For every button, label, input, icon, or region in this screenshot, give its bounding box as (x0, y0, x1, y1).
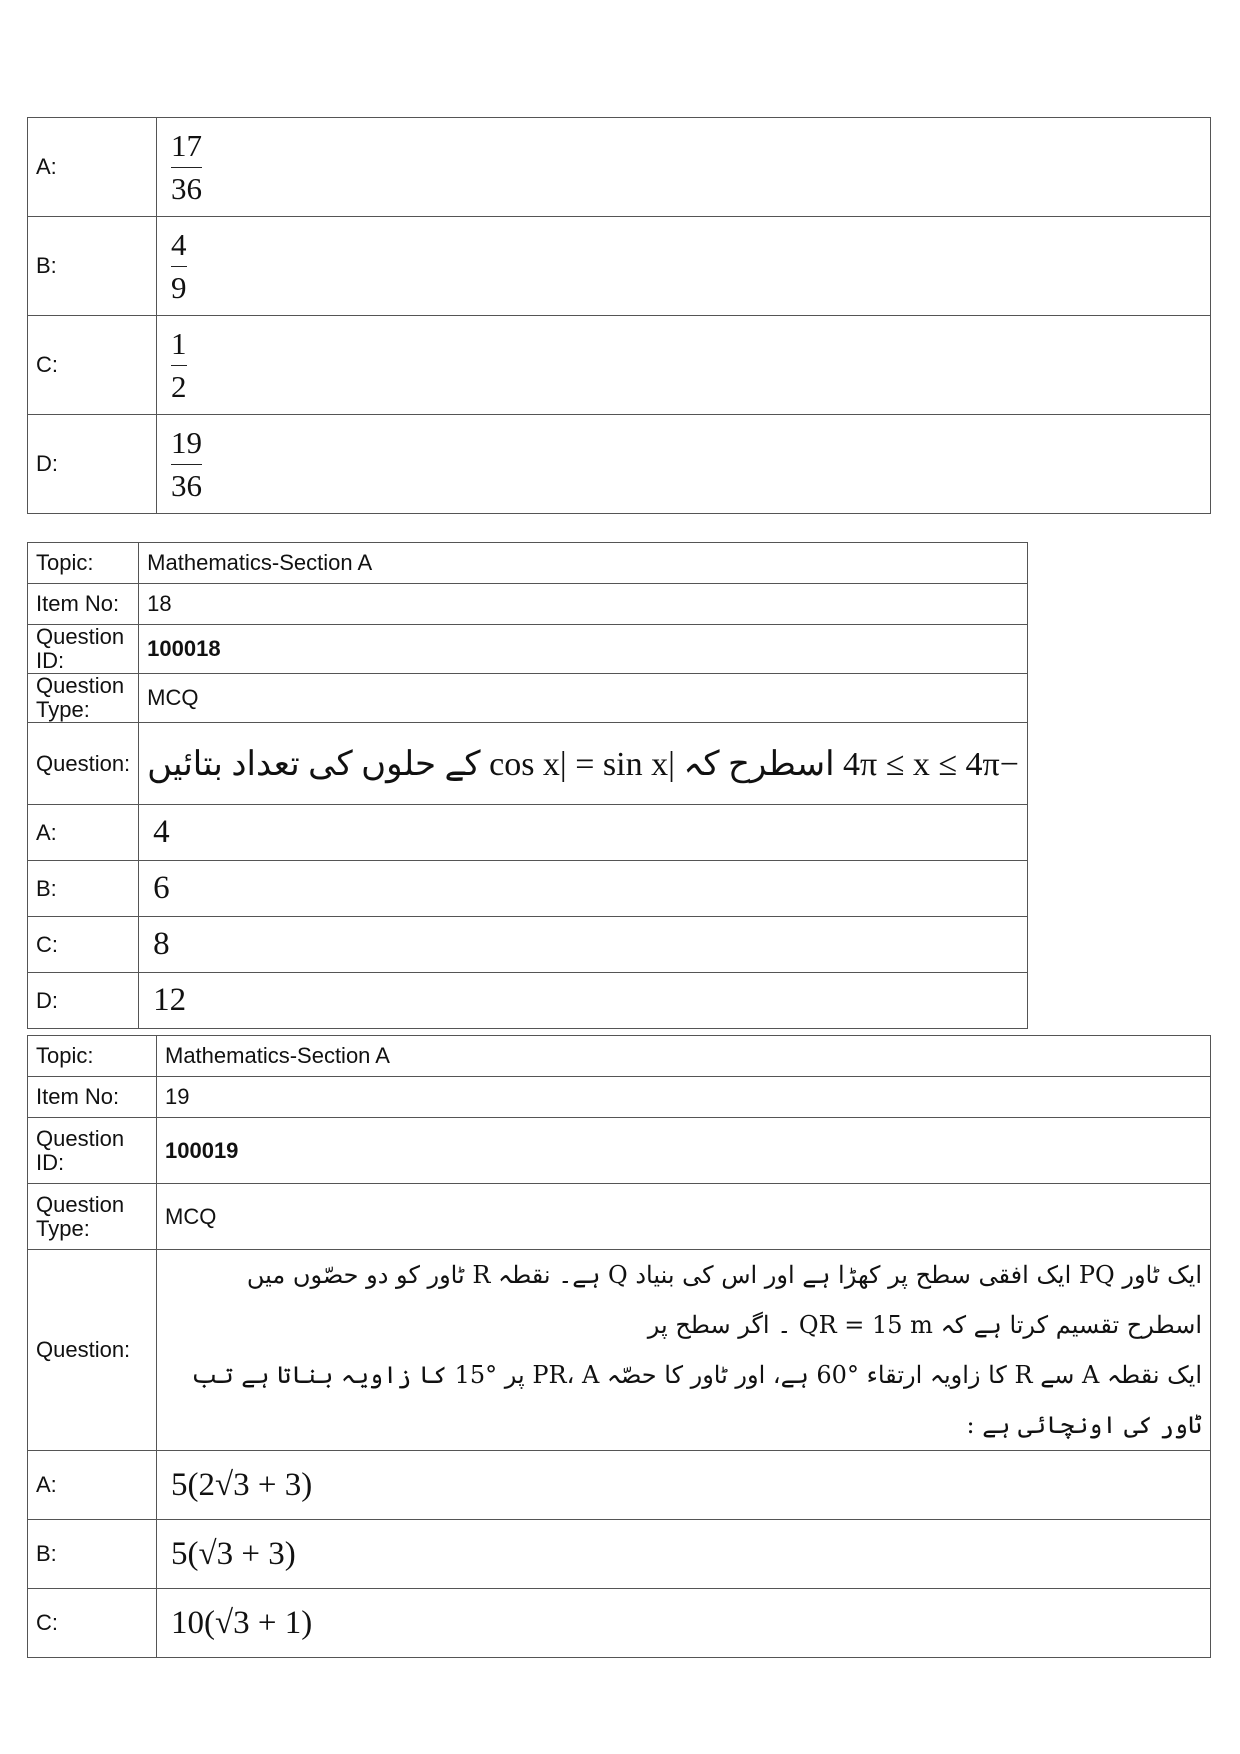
option-value (157, 1451, 1211, 1520)
question-line-1: ایک ٹاور PQ ایک افقی سطح پر کھڑا ہے اور اس کی بنیاد Q ہے۔ نقطہ R ٹاور کو دو حصّوں میں اسطرح تقسیم کرتا ہے کہ QR = 15 m ۔ اگر سطح پر (246, 1261, 1202, 1339)
option-row (28, 217, 1211, 316)
option-row (28, 805, 1028, 861)
option-row (28, 118, 1211, 217)
option-row (28, 1589, 1211, 1658)
option-row (28, 1520, 1211, 1589)
option-row (28, 917, 1028, 973)
option-row (28, 316, 1211, 415)
item-value: 19 (157, 1077, 1211, 1118)
option-label: B: (28, 861, 139, 917)
item-row (28, 584, 1028, 625)
fraction-numerator: 17 (171, 128, 202, 163)
option-row (28, 1451, 1211, 1520)
item-label: Item No: (28, 584, 139, 625)
item-row (28, 1077, 1211, 1118)
topic-value: Mathematics-Section A (157, 1036, 1211, 1077)
fraction-numerator: 19 (171, 425, 202, 460)
topic-label: Topic: (28, 543, 139, 584)
question-row (28, 1250, 1211, 1451)
option-value (157, 217, 1211, 316)
option-label: C: (28, 316, 157, 415)
fraction-denominator: 36 (171, 171, 202, 206)
item-value: 18 (139, 584, 1028, 625)
option-label: B: (28, 217, 157, 316)
option-value (139, 917, 1028, 973)
fraction (165, 427, 208, 501)
question-17-options-table (27, 117, 1211, 514)
option-value-text: 8 (153, 926, 170, 962)
question-type-value: MCQ (157, 1184, 1211, 1250)
option-label: C: (28, 1589, 157, 1658)
topic-row (28, 543, 1028, 584)
option-value (139, 805, 1028, 861)
option-value (157, 1520, 1211, 1589)
question-label: Question: (28, 723, 139, 805)
option-value (157, 316, 1211, 415)
question-id-row (28, 625, 1028, 674)
question-id-row (28, 1118, 1211, 1184)
option-label: D: (28, 415, 157, 514)
fraction-numerator: 4 (171, 227, 187, 262)
topic-row (28, 1036, 1211, 1077)
fraction (165, 130, 208, 204)
item-label: Item No: (28, 1077, 157, 1118)
option-value (157, 1589, 1211, 1658)
option-value-text: 4 (153, 814, 170, 850)
question-line-2: ایک نقطہ A سے R کا زاویہ ارتقاء °60 ہے، اور ٹاور کا حصّہ PR، A پر °15 کا زاویہ بناتا ہے تب ٹاور کی اونچائی ہے : (191, 1361, 1202, 1439)
option-value-text: 6 (153, 870, 170, 906)
question-type-label: Question Type: (28, 674, 139, 723)
question-id-label: Question ID: (28, 625, 139, 674)
option-row (28, 973, 1028, 1029)
fraction (165, 229, 193, 303)
option-value-text: 5(2√3 + 3) (171, 1466, 313, 1503)
option-value (157, 118, 1211, 217)
question-text (139, 723, 1028, 805)
option-value-text: 5(√3 + 3) (171, 1535, 296, 1572)
topic-label: Topic: (28, 1036, 157, 1077)
question-19-table (27, 1035, 1211, 1658)
topic-value: Mathematics-Section A (139, 543, 1028, 584)
fraction-denominator: 2 (171, 369, 187, 404)
option-value-text: 12 (153, 982, 187, 1018)
option-value (139, 861, 1028, 917)
option-row (28, 861, 1028, 917)
question-label: Question: (28, 1250, 157, 1451)
question-text (157, 1250, 1211, 1451)
option-label: A: (28, 118, 157, 217)
question-type-value: MCQ (139, 674, 1028, 723)
question-18-table (27, 542, 1028, 1029)
fraction-denominator: 9 (171, 270, 187, 305)
option-label: A: (28, 805, 139, 861)
option-label: D: (28, 973, 139, 1029)
fraction (165, 328, 193, 402)
fraction-numerator: 1 (171, 326, 187, 361)
fraction-denominator: 36 (171, 468, 202, 503)
option-value-text: 10(√3 + 1) (171, 1604, 313, 1641)
question-row (28, 723, 1028, 805)
option-label: A: (28, 1451, 157, 1520)
question-id-value: 100018 (139, 625, 1028, 674)
option-label: C: (28, 917, 139, 973)
option-row (28, 415, 1211, 514)
question-id-label: Question ID: (28, 1118, 157, 1184)
option-label: B: (28, 1520, 157, 1589)
option-value (157, 415, 1211, 514)
option-value (139, 973, 1028, 1029)
question-equation: −4π ≤ x ≤ 4π اسطرح کہ |cos x| = sin x کے حلوں کی تعداد بتائیں (147, 746, 1019, 783)
question-type-row (28, 674, 1028, 723)
question-type-label: Question Type: (28, 1184, 157, 1250)
question-type-row (28, 1184, 1211, 1250)
question-id-value: 100019 (157, 1118, 1211, 1184)
